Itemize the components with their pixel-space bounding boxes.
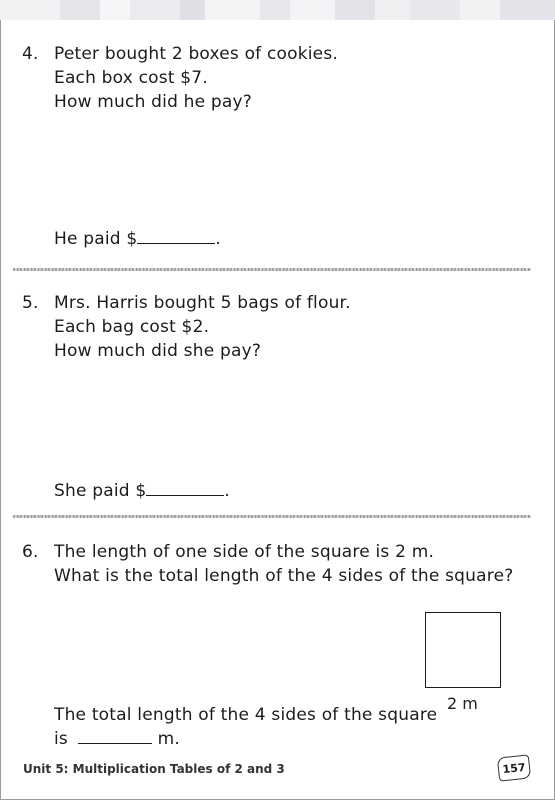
answer-6-prefix: is [54, 729, 68, 749]
question-4-line-1: Peter bought 2 boxes of cookies. [54, 44, 338, 64]
answer-5-prefix: She paid $ [54, 481, 147, 501]
section-divider [13, 515, 531, 518]
answer-5-suffix: . [224, 481, 230, 501]
question-6-answer-line-1: The total length of the 4 sides of the square [54, 705, 438, 725]
question-6-line-2: What is the total length of the 4 sides of the square? [54, 566, 514, 586]
page-number: 157 [501, 760, 527, 776]
answer-6-suffix: m. [157, 729, 180, 749]
unit-title: Unit 5: Multiplication Tables of 2 and 3 [23, 762, 285, 776]
question-5-line-1: Mrs. Harris bought 5 bags of flour. [54, 293, 351, 313]
question-5-number: 5. [22, 293, 39, 313]
answer-4-suffix: . [215, 229, 221, 249]
header-decoration [0, 0, 555, 20]
question-4-number: 4. [22, 44, 39, 64]
square-figure [425, 612, 501, 688]
section-divider [13, 268, 531, 271]
answer-4-prefix: He paid $ [54, 229, 138, 249]
question-4-line-2: Each box cost $7. [54, 68, 208, 88]
answer-5-blank[interactable] [146, 481, 224, 496]
answer-6-blank[interactable] [78, 729, 152, 744]
question-6-line-1: The length of one side of the square is 2 m. [54, 542, 435, 562]
page-number-badge [497, 754, 531, 781]
question-5-line-2: Each bag cost $2. [54, 317, 210, 337]
question-6-answer [54, 729, 180, 749]
answer-4-blank[interactable] [137, 229, 215, 244]
question-4-answer [54, 229, 221, 249]
square-side-label: 2 m [447, 694, 478, 713]
question-6-number: 6. [22, 542, 39, 562]
question-4-line-3: How much did he pay? [54, 92, 252, 112]
question-5-line-3: How much did she pay? [54, 341, 262, 361]
question-5-answer [54, 481, 230, 501]
